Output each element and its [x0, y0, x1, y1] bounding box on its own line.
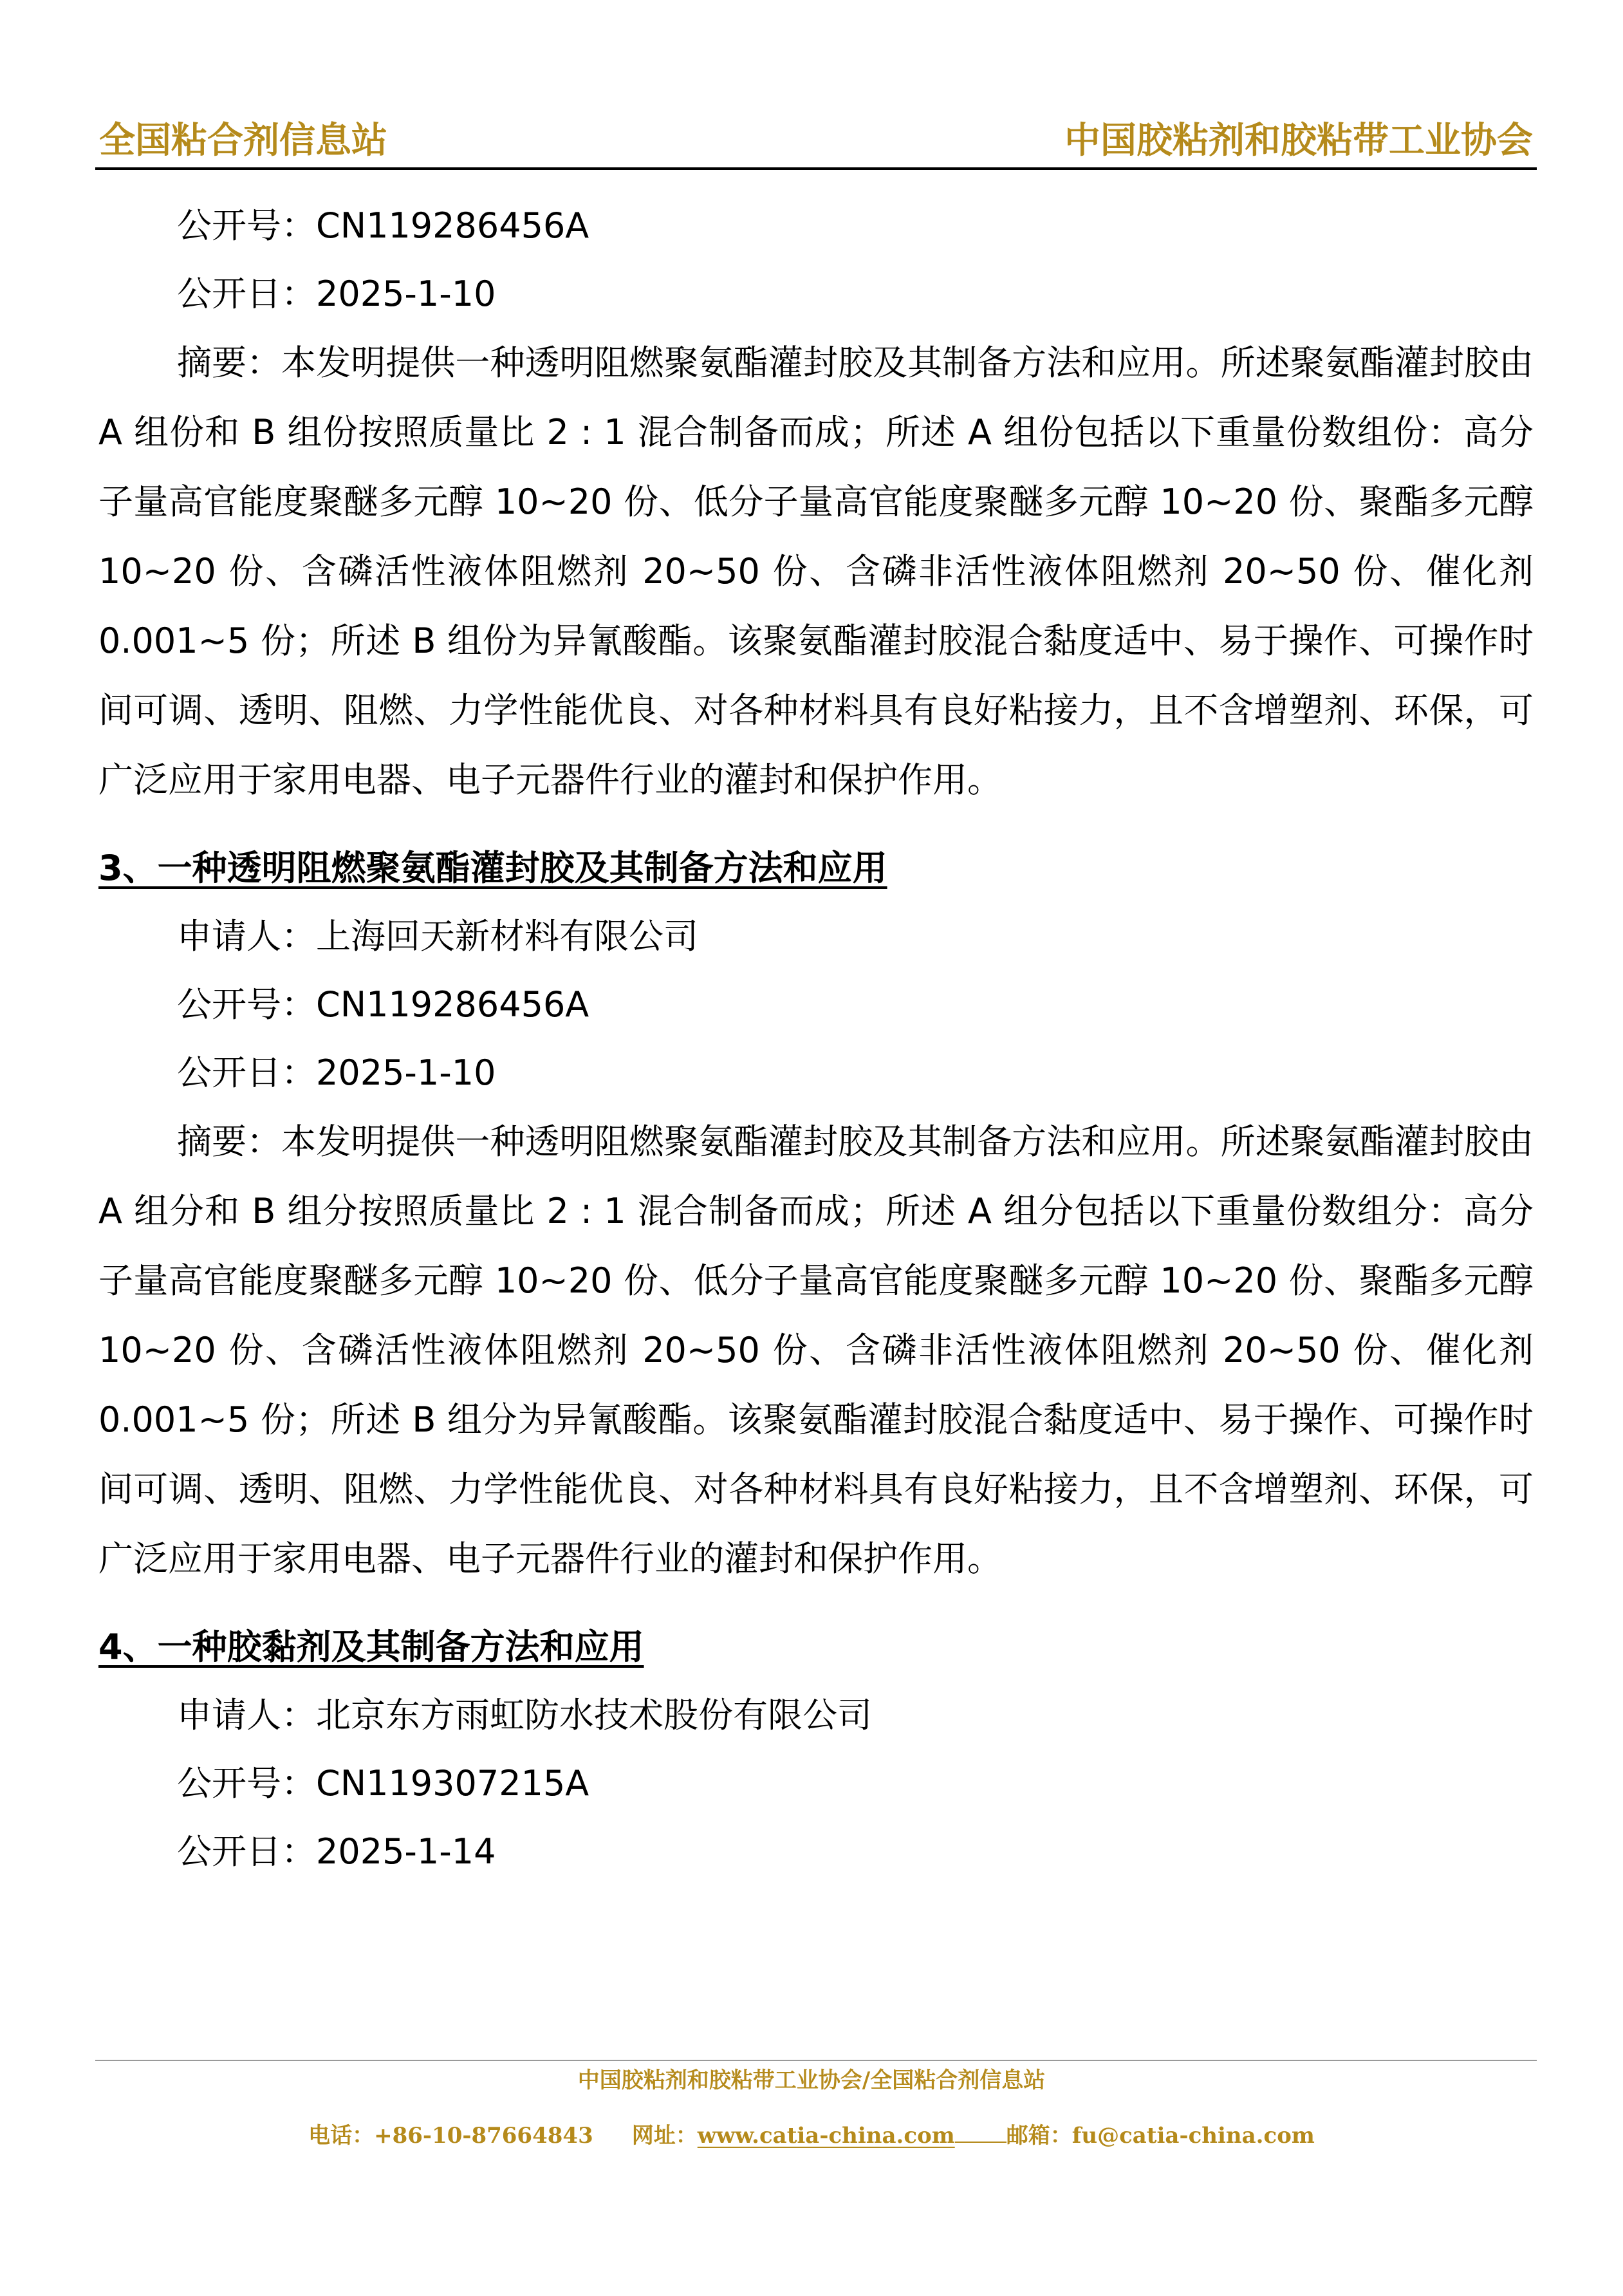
- footer-organization: 中国胶粘剂和胶粘带工业协会/全国粘合剂信息站: [577, 2067, 1046, 2093]
- footer-contact: [0, 2122, 1623, 2150]
- header-site-name: 全国粘合剂信息站: [99, 119, 387, 162]
- footer-link-underline: [955, 2122, 1006, 2143]
- document-body: [98, 192, 1534, 1886]
- abstract-paragraph: 摘要：本发明提供一种透明阻燃聚氨酯灌封胶及其制备方法和应用。所述聚氨酯灌封胶由 A 组份和 B 组份按照质量比 2 : 1 混合制备而成；所述 A 组份包括以下重量份数组份：高分子量高官能度聚醚多元醇 10~20 份、低分子量高官能度聚醚多元醇 10~20 份、聚酯多元醇 10~20 份、含磷活性液体阻燃剂 20~50 份、含磷非活性液体阻燃剂 20~50 份、催化剂 0.001~5 份；所述 B 组份为异氰酸酯。该聚氨酯灌封胶混合黏度适中、易于操作、可操作时间可调、透明、阻燃、力学性能优良、对各种材料具有良好粘接力，且不含增塑剂、环保，可广泛应用于家用电器、电子元器件行业的灌封和保护作用。: [98, 342, 1534, 800]
- entry-3-abstract: 摘要：本发明提供一种透明阻燃聚氨酯灌封胶及其制备方法和应用。所述聚氨酯灌封胶由 A 组分和 B 组分按照质量比 2 : 1 混合制备而成；所述 A 组分包括以下重量份数组分：高分子量高官能度聚醚多元醇 10~20 份、低分子量高官能度聚醚多元醇 10~20 份、聚酯多元醇 10~20 份、含磷活性液体阻燃剂 20~50 份、含磷非活性液体阻燃剂 20~50 份、催化剂 0.001~5 份；所述 B 组分为异氰酸酯。该聚氨酯灌封胶混合黏度适中、易于操作、可操作时间可调、透明、阻燃、力学性能优良、对各种材料具有良好粘接力，且不含增塑剂、环保，可广泛应用于家用电器、电子元器件行业的灌封和保护作用。: [98, 1121, 1534, 1579]
- header-association-name: 中国胶粘剂和胶粘带工业协会: [1064, 119, 1533, 162]
- pub-date: 公开日：2025-1-10: [177, 274, 496, 314]
- entry-4-applicant: 申请人：北京东方雨虹防水技术股份有限公司: [177, 1695, 872, 1735]
- page-header: [95, 115, 1537, 170]
- entry-4-pub-number: 公开号：CN119307215A: [177, 1763, 589, 1804]
- footer-email[interactable]: 邮箱：fu@catia-china.com: [1006, 2123, 1315, 2149]
- entry-3-pub-number: 公开号：CN119286456A: [177, 984, 589, 1025]
- entry-4-title: 4、一种胶黏剂及其制备方法和应用: [98, 1627, 644, 1667]
- footer-divider: [95, 2060, 1537, 2061]
- entry-3-title: 3、一种透明阻燃聚氨酯灌封胶及其制备方法和应用: [98, 848, 887, 888]
- pub-number: 公开号：CN119286456A: [177, 205, 589, 246]
- footer-web-label: 网址：: [631, 2123, 698, 2149]
- entry-4-pub-date: 公开日：2025-1-14: [177, 1831, 496, 1872]
- footer-website-link[interactable]: www.catia-china.com: [697, 2123, 955, 2149]
- entry-3-pub-date: 公开日：2025-1-10: [177, 1052, 496, 1093]
- entry-3-applicant: 申请人：上海回天新材料有限公司: [177, 916, 698, 957]
- footer-phone: 电话：+86-10-87664843: [308, 2123, 593, 2149]
